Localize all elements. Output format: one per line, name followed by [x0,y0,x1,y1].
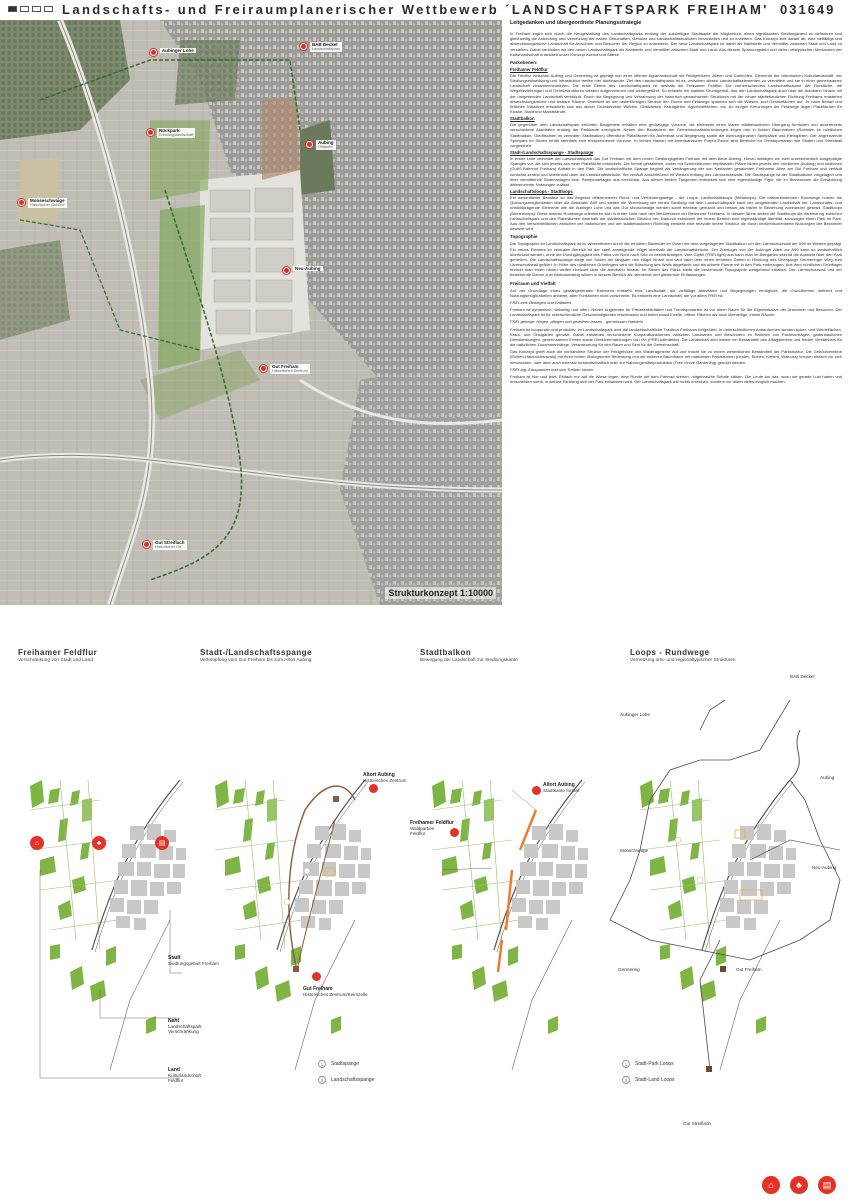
section-title: Stadt-/Landschaftsspange - Stadtspange [510,150,594,156]
section-title: Landschaftsloops - Stadtloops [510,189,573,195]
farm-icon: ⌂ [762,1176,780,1194]
marker-gut-streiflach[interactable]: Gut Streiflach Historischer Ort [143,540,187,550]
marker-aubinger-lohe[interactable]: Aubinger Lohe [150,48,196,56]
annotation-feldflur: Freihamer Feldflur Waldpartien Feldflur [410,820,454,836]
marker-bab-deckel[interactable]: BAB Deckel Landschaftspark [300,42,342,52]
aerial-map-graphic [0,20,502,605]
subsection-title: FREI-gehege: Hegen, pflegen und gedeihen lassen - gemeinsam Handeln [510,319,643,325]
annotation-altort-aubing: Altort Aubing Historisches Zentrum [363,772,407,783]
section-paragraph: Freiham ist dynamisch, vielseitig und offen. Neben Angeboten für Freizeitaktivitäten und Trendsportarten ist vor allem Raum für die Eigeninitiative der Anwohner und Besucher. Der Landschaftspark ist für unterschiedliche Geschwindigkeiten erschlossen und bietet sowohl weite, offene Flächen als auch kleinteilige, intime Räume. [510,307,842,318]
city-icon: ▤ [818,1176,836,1194]
site-map [0,20,502,605]
location-pin-icon [300,43,307,50]
label-aubinger-lohe: Aubinger Lohe [620,712,650,717]
marker-gut-freiham[interactable]: Gut Freiham Historisches Zentrum [260,364,310,374]
annotation-gut-freiham: Gut Freiham Historisches Zentrum/Keimzelle [303,986,368,997]
section-paragraph: Freiham ist hier und jetzt. Einfach nur auf die Wiese legen, eine Runde mit dem Fahrrad drehen, mitgebrachte Schafe zählen. Die Leute tun das, wozu sie gerade Lust haben und entscheiden somit, in welche Richtung sich der Park entwickeln wird. Der Landschaftspark will nichts erreichen, sondern vor allem vieles möglich machen. [510,373,842,385]
marker-rueckpark[interactable]: Rückpark Erholungslandschaft [147,128,195,138]
farm-icon: ⌂ [30,836,44,850]
label-gut-freiham: Gut Freiham [736,967,762,972]
label-bab-deckel: BAB Deckel [790,674,815,679]
entry-number: 031649 [780,2,836,17]
section-paragraph: Freiham ist kooperativ und produktiv. Im Landschaftspark wird die landwirtschaftliche Tradition Freihams fortgeführt. In unterschiedlichen Anbauformen werden Acker- und Weideflächen, Kraut- und Obstgärten genutzt. Dabei entstehen verschiedene Kooperationsformen zwischen Landwirten und Bewohnern im Rahmen von Pachtverträgen, gartenbaulichen Dienstleistungen, gemeinsamen Ernten sowie Direktvermarktungen von Ort (FREI-luftmärkte). Die Landschaft wird wieder ein Bestandteil des Alltagslebens und fördert Verständnis für die natürlichen Zusammenhänge, Verantwortung für den Raum und Sinn für die Gemeinschaft. [510,326,842,348]
legend-landschaftsspange: 2 Landschaftsspange [318,1076,374,1084]
concept-text [510,20,842,620]
section-paragraph: Die Feldflur zwischen Aubing und Germering ist geprägt von einer offenen Agrarlandschaft mit Feldgehölzen, Alleen und Gutshöfen. Elemente der historischen Kulturlandschaft, der Siedlungsentwicklung und Infrastruktur treffen hier aufeinander. Ziel des Landschaftsparks ist es, zwischen diesen Landschaftselementen zu vermitteln und sie in einer gemeinsamen Landschaft zusammenzuführen. Die erste Ebene des Landschaftsparks ist deshalb die Freihamer Feldflur. Die vorherrschenden Landschaftsräume der Flurstücke, die Wegebeziehungen und Gehölzstrukturen werden aufgenommen und weitergeführt. So entsteht ein stabiles Grundgerüst, das den Landschaftspark auch über die Autobahn hinaus mit der umgebenden Landschaft verknüpft. Durch die Begegnung und Verzahnung der historisch gewachsenen Strukturen mit der neuen städtebaulichen Richtung Freihams entstehen abwechslungsreiche und lesbare Räume. Orientiert an der rasterförmigen Struktur der Fluren und Feldwege spannen sich die Wiesen- und Gehölzflächen auf. Je nach Bedarf und örtlichen Initiativen entwickeln sich aus dieser Grundstruktur Weiden, Obstwiesen, Krautgärten, Agroforstflächen, etc. An einigen Kreuzungen der Feldwege liegen Platzflächen für Kioske, Stadt und Marktstände. [510,72,842,115]
annotation-stadt: Stadt Siedlungsgebiet Freiham [168,955,219,966]
marker-mooseschwaige[interactable]: Mooseschwaige Historischer Gutshof [18,198,67,208]
header-boxes [8,6,53,12]
panel1-header: Freihamer Feldflur Verschränkung von Stadt und Land [18,648,98,663]
label-aubing: Aubing [820,775,835,780]
legend-stadtspange: 1 Stadtspange [318,1060,359,1068]
location-pin-icon [143,541,150,548]
tree-icon: ♣ [92,836,106,850]
marker-neu-aubing[interactable]: Neu-Aubing [283,266,323,274]
label-neu-aubing: Neu-Aubing [812,865,837,870]
map-scale-label: Strukturkonzept 1:10000 [385,587,496,599]
label-germering: Germering [618,967,640,972]
subsection-title: FREI-zeit: Bewegen und Entfalten [510,299,571,305]
location-pin-icon [369,784,378,793]
section-title: Freiraum und Vielfalt [510,280,556,286]
panel4-header: Loops - Rundwege Vernetzung orts- und regionaltypischer Strukturen [630,648,736,663]
section-paragraph: Die gegenüber dem Landschaftspark erhöhten Baugebiete erhalten eine großzügige Vorzone, die einerseits einen klaren städtebaulichen Übergang formuliert und andererseits verschiedene Aktivitäten entlang der Parkkante ermöglicht. Neben den Baufeldern der Gemeinschaftseinrichtungen liegen hier in lichten Baumhainen (Robinien im nördlichen Stadtbalkon, Gleditschien im zentralen Stadtbalkon) öffentliche Platzflächen für Aufenthalt und Begegnung sowie die wohnungsnahen Spielplätze und Kleingärten. Der angrenzende Sportpark im Süden erhält ebenfalls eine entsprechende Vorzone. In lichten Hainen mit Amerikanischer Purpur-Esche sind Bereiche für Trendsportarten wie Skaten und Streetball vorgesehen. [510,122,842,148]
location-pin-icon [150,49,157,56]
location-pin-icon [312,972,321,981]
label-gut-streiflach: Gut Streiflach [683,1121,711,1126]
section-paragraph: Die Topographie im Landschaftspark ist im Wesentlichen durch die erhöhten Baufelder im Osten mit dem vorgelagerten Stadtbalkon um den Lärmschutzwall der A99 im Westen geprägt. Ein neues Element im zentralen Bereich ist der sanft ansteigende Hügel oberhalb der Landschaftsbrücke. Der Zubringer von der Aubinger Allee zur A99 kann so landschaftlich überbrückt werden, ohne die Durchgängigkeit des Parks von Nord nach Süd zu beeinträchtigen. Vom Gipfel (FREI-light) aus kann man im Biergarten sitzend die Aussicht über den Park genießen. Die Landschaftsspange steigt von Süden her langsam den Hügel hinauf und wird dann über einen erhöhten Damm in Richtung des Übergangs Germeringer Weg zum Lärmschutzwall geführt. In Höhe des nördlichen Grünfingers wird die Böschung des Walls abgeflacht und als schiefe Ebene mit in den Park einbezogen. Aus dem nördlichen Grünfinger erblickt man einen neuen weiten Horizont über die Autobahn hinaus. Im Süden des Parks bleibt die bestehende Topographie weitgehend erhalten. Der Lärmschutzwall und der bestehende Damm zum Birnbaumsteig wirken in diesem Bereich als rahmende und gliedernde Einfassungen. [510,241,842,278]
location-pin-icon [532,786,541,795]
panel3-header: Stadtbalkon Bewegung der Landschaft zur Siedlungskante [420,648,518,663]
parkebenen-heading: Parkebenen: [510,59,538,65]
annotation-land: Land Kulturlandschaft Feldflur [168,1067,201,1083]
location-pin-icon [260,365,267,372]
section-paragraph: Ein wesentlicher Baustein ist das Angebot differenzierter Rund- und Verbindungswege - die Loops. Landschaftsloops (Metaloops): Die ortsverbindenden Rundwege nutzen die Querungsmöglichkeiten über die Autobahn A99 und stellen die Vernetzung der neuen Siedlung mit dem Landschaftspark samt der umgebenden Landschaft her. Landschafts- und ortsbildprägende Elemente wie die Aubinger Lohe und das Gut Mooschwaige werden somit erlebbar gemacht und besser als bisher in Beziehung zueinander gesetzt. Stadtloops (Binnenloops): Diese inneren Rundwege orientieren sich in erster Linie nach den Bedürfnissen der Bewohner Freihams. In diesem Sinne stellen die Stadtloops die Verbindung zwischen Landschaftspark und den Platzräumen innerhalb der städtebaulichen Struktur her. Dadurch entwickelt der innere Bereich eine eigenständige Identität, sozusagen einen Park im Park. Aus den Verschnittflächen zwischen der historischen und der städtebaulichen Richtung entsteht eine reizvolle innere Struktur die durch bedürfnisorientierte Nutzungen der Bewohner bewahrt wird. [510,195,842,232]
page-title: Landschafts- und Freiraumplanerischer Wettbewerb ´LANDSCHAFTSPARK FREIHAM' [62,2,769,17]
intro-paragraph: In Freiham ergibt sich durch die Neugestaltung des Landschaftsparks entlang der zukünftigen Stadtkante die Möglichkeit, einen signifikanten Siedlungsrand zu definieren und gleichzeitig die Anbindung und Vernetzung der nahen Ortschaften, Gehölze und Landschaftsstrukturen herzustellen und zu erweitern. Das Konzept zielt darauf ab, eine vielfältige und abwechslungsreiche Landschaft für Anwohner und Besucher der Region zu entwickeln. Der neue Landschaftspark ist dabei als Nahtstelle und Vermittler zwischen Stadt und Land zu verstehen. Dabei verbinden wir den neuen Landschaftspark als Nahtstelle und Vermittler zwischen Stadt und Land. Aus diesem Spannungsfeld und vielen ortstypischen Merkmalen der Kulturlandschaft entwickelt unser Konzept Kontur und Stärke. [510,31,842,57]
label-mooschwaige: Mooschwaige [620,848,649,853]
section-paragraph: In erster Linie verbindet der Landschaftspark das Gut Freiham mit dem neuen Siedlungsgebiet Freiham mit dem Altort Aubing. Hierzu schlagen wir zwei unterschiedlich ausgeprägte Spangen vor, die sich jeweils aus einer Platzfläche entwickeln. Die formal gestalteten, locker mit Schnurbäumen bepflanzten Plätze bilden jeweils den nördlichen (Aubing) und südlichen (Gut/S-Bahnhof Freiham) Auftakt in den Park. Die landschaftliche Spange beginnt als Verlängerung der von Kastanien gesäumten Freihamer Allee am Gut Freiham und verläuft zunächst zentral und überbrückt dann die Landschaftsbrücke. Sie verläuft anschließend im Westen entlang des Lärmschutzwalls. Die Stadtspange ist der Stadtbalkone vorgelagert und über vermittelnde Stufenanlagen bzw. Rampenanlagen aus erreichbar. Aus diesen beiden Tangenten entwickelt sich eine eigenständige Figur, die im Binnenraum die Entwicklung differenzierter Nutzungen zulässt. [510,156,842,187]
section-paragraph: Auf der Grundlage eines gestaltgebenden Rahmens entsteht eine Landschaft, die vielfältige Aktivitäten und Begegnungen ermöglicht, die Grundformen definiert und Nutzungsmöglichkeiten anbietet, aber Funktionen nicht vorschreibt. Es entsteht eine Landschaft, die vor allem FREI ist. [510,287,842,298]
location-pin-icon [18,199,25,206]
location-pin-icon [283,267,290,274]
diagrams-graphic [0,700,849,1170]
annotation-stadtkante: Altort Aubing Stadtkante formal [543,782,580,793]
city-icon: ▤ [155,836,169,850]
location-pin-icon [306,141,313,148]
section-paragraph: Das Konzept greift auch die vorhandene Struktur der Feldgehölze und Waldfragmente auf und macht sie zu einem wesentlichen Bestandteil der Parkstruktur. Die Gehölzbereiche (Eichen-Hainbuchenwald) mit ihren hohen ökologischen Bedeutung und die lockeren Baumhaine mit markanten Parkbäumen (Linden, Eichen, Kiefern, Walnuss) können einfach vor sich hinwachsen, oder aber auch extensiv forstwirtschaftlich oder zur Nahrungsmittelproduktion (Tree Grove Gardening) genutzt werden. [510,349,842,365]
text-heading: Leitgedanken und übergeordnete Planungsstrategie [510,20,642,26]
section-title: Freihamer Feldflur [510,66,548,72]
location-pin-icon [147,129,154,136]
marker-aubing[interactable]: Aubing Ortskern [306,140,336,150]
section-title: Topographie [510,234,538,240]
section-title: Stadtbalkon [510,116,535,122]
legend-stadt-land-loops: 2 Stadt-Land Loops [622,1076,674,1084]
legend-stadt-park-loops: 1 Stadt-Park Loops [622,1060,674,1068]
panel2-header: Stadt-/Landschaftsspange Verknüpfung vom Gut Freiham bis zum Altort Aubing [200,648,313,663]
subsection-title: FREI-lag: Entspannen und sich Treiben lassen [510,366,594,372]
annotation-naht: Naht Landschaftspark Verschränkung [168,1018,202,1034]
tree-icon: ♣ [790,1176,808,1194]
